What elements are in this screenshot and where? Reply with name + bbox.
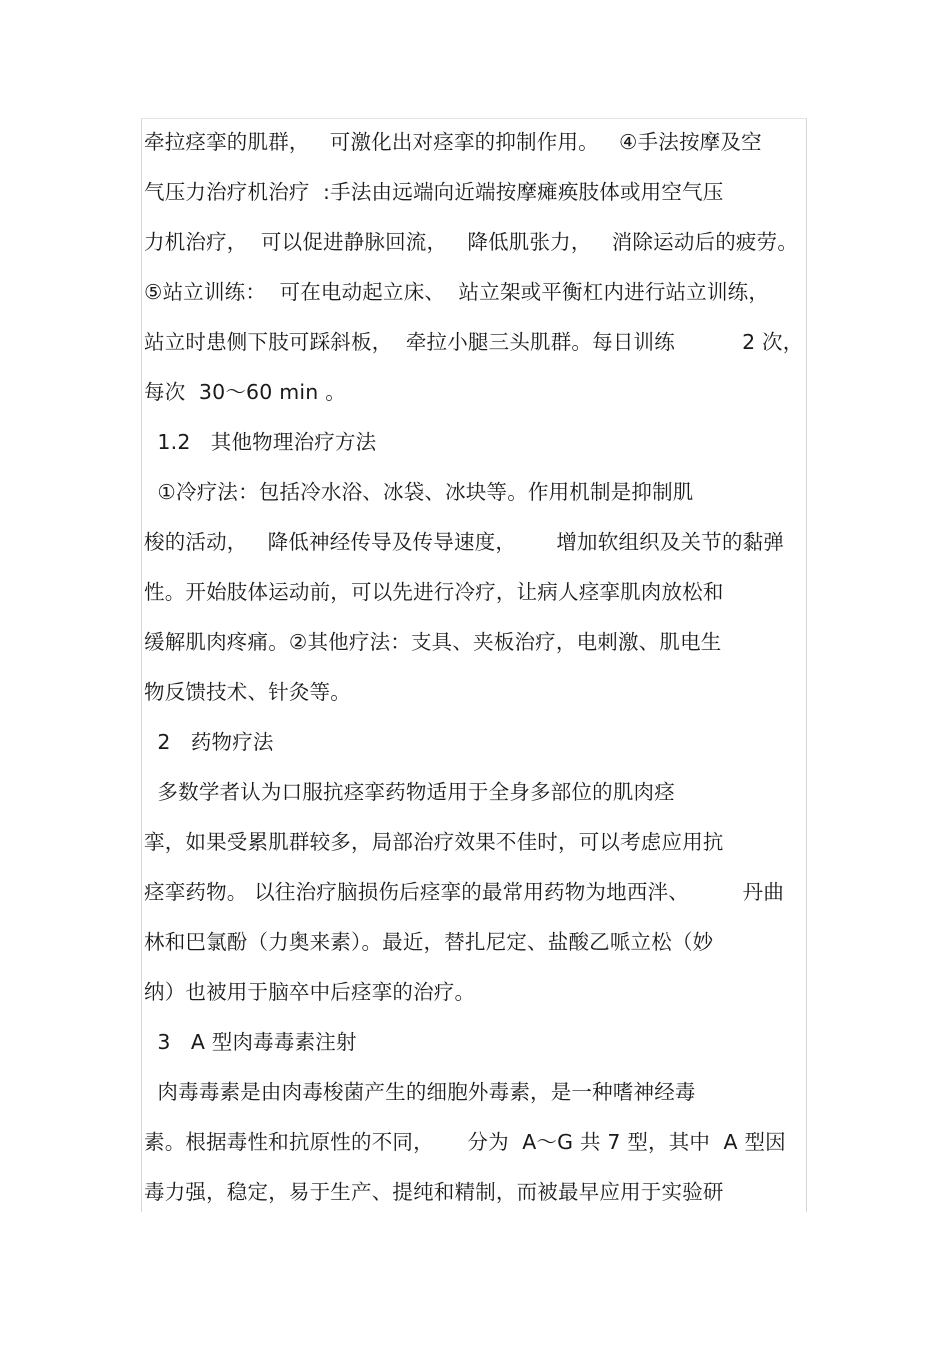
section-heading: 1.2 其他物理治疗方法 (144, 430, 377, 454)
body-line: 物反馈技术、针灸等。 (144, 680, 351, 704)
section-heading: 2 药物疗法 (144, 730, 274, 754)
body-line: 气压力治疗机治疗 :手法由远端向近端按摩瘫痪肢体或用空气压 (144, 180, 724, 204)
body-line: 缓解肌肉疼痛。②其他疗法：支具、夹板治疗，电刺激、肌电生 (144, 630, 722, 654)
body-line: 多数学者认为口服抗痉挛药物适用于全身多部位的肌肉痉 (144, 780, 675, 804)
body-line: 素。根据毒性和抗原性的不同， 分为 A～G 共 7 型，其中 A 型因 (144, 1130, 786, 1154)
body-line: 力机治疗， 可以促进静脉回流， 降低肌张力， 消除运动后的疲劳。 (144, 230, 799, 254)
section-heading: 3 A 型肉毒毒素注射 (144, 1030, 357, 1054)
body-line: 肉毒毒素是由肉毒梭菌产生的细胞外毒素，是一种嗜神经毒 (144, 1080, 696, 1104)
body-line: 梭的活动， 降低神经传导及传导速度， 增加软组织及关节的黏弹 (144, 530, 785, 554)
body-line: 痉挛药物。 以往治疗脑损伤后痉挛的最常用药物为地西泮、 丹曲 (144, 880, 785, 904)
body-line: 挛，如果受累肌群较多，局部治疗效果不佳时，可以考虑应用抗 (144, 830, 724, 854)
body-line: 毒力强，稳定，易于生产、提纯和精制，而被最早应用于实验研 (144, 1180, 724, 1204)
body-line: 性。开始肢体运动前，可以先进行冷疗，让病人痉挛肌肉放松和 (144, 580, 724, 604)
body-line: 站立时患侧下肢可踩斜板， 牵拉小腿三头肌群。每日训练 2 次， (144, 330, 804, 354)
body-line: 牵拉痉挛的肌群， 可激化出对痉挛的抑制作用。 ④手法按摩及空 (144, 130, 762, 154)
body-line: 每次 30～60 min 。 (144, 380, 346, 404)
body-line: ①冷疗法：包括冷水浴、冰袋、冰块等。作用机制是抑制肌 (144, 480, 694, 504)
body-line: 林和巴氯酚（力奥来素）。最近，替扎尼定、盐酸乙哌立松（妙 (144, 930, 714, 954)
body-line: 纳）也被用于脑卒中后痉挛的治疗。 (144, 980, 476, 1004)
body-line: ⑤站立训练： 可在电动起立床、 站立架或平衡杠内进行站立训练， (144, 280, 770, 304)
